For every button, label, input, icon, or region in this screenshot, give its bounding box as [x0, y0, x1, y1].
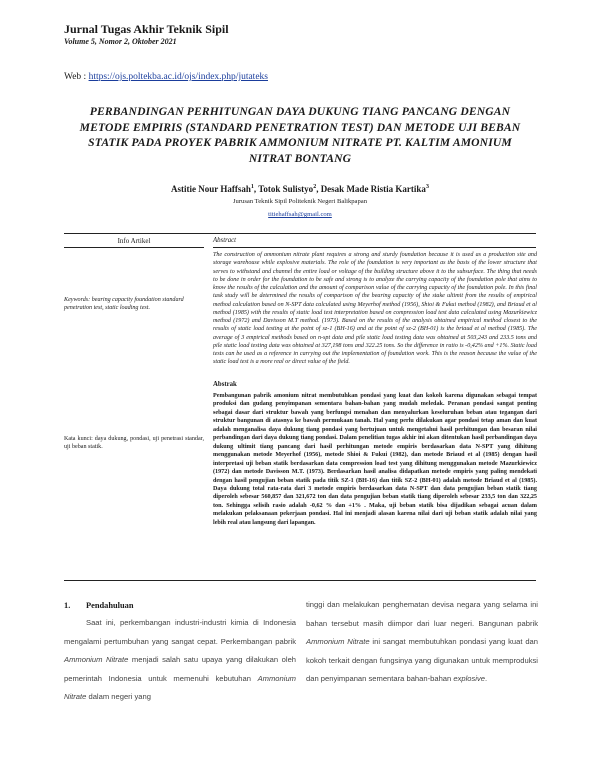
body-italic-term: Ammonium Nitrate [64, 655, 129, 665]
body-text: ini sangat membutuhkan pondasi yang kuat dan kokoh terkait dengan fungsinya yang digunakan untuk memproduksi dan penyimpanan sementara bahan-bahan [306, 637, 538, 684]
journal-web-line [64, 72, 268, 82]
abstrak-heading: Abstrak [213, 381, 237, 388]
paper-title: PERBANDINGAN PERHITUNGAN DAYA DUKUNG TIANG PANCANG DENGAN METODE EMPIRIS (STANDARD PENETRATION TEST) DAN METODE UJI BEBAN STATIK PADA PROYEK PABRIK AMMONIUM NITRATE PT. KALTIM AMONIUM NITRAT BONTANG [79, 105, 521, 165]
author-separator: , [253, 184, 259, 194]
rule-abstract-under [213, 247, 536, 248]
abstrak-indonesian: Pembangunan pabrik amonium nitrat membutuhkan pondasi yang kuat dan kokoh karena digunakan sebagai tempat produksi dan gudang penyimpanan sementara bahan-bahan yang mudah meledak. Peranan pondasi sangat penting sebagai dasar dari struktur bawah yang berfungsi menahan dan menyalurkan keseluruhan beban atau tegangan dari struktur bangunan di atasnya ke bawah permukaan tanah. Hal yang perlu dilakukan agar pondasi tetap aman dan kuat adalah menganalisa daya dukung tiang pondasi yang bertujuan untuk mengetahui hasil perhitungan dan besaran nilai perbandingan dari daya dukung tiang pondasi. Dalam penelitian tugas akhir ini akan ditentukan hasil perbandingan daya dukung ultimit tiang pancang dari hasil perhitungan metode empiris berdasarkan data N-SPT yang dihitung menggunakan metode Meyerhof (1956), metode Shioi & Fukui (1982), dan metode Briaud et al (1985) dengan hasil interpretasi uji beban statik berdasarkan data compression load test yang dihitung menggunakan metode Mazurkiewicz (1972) dan metode Davisson M.T. (1973). Berdasarkan hasil analisa didapatkan metode empiris yang paling mendekati dengan hasil pengujian beban statik pada titik SZ-1 (BH-16) dan titik SZ-2 (BH-01) adalah metode Briaud et al (1985). Daya dukung total rata-rata dari 3 metode empiris berdasarkan data N-SPT dan data pengujian beban statik tiang diperoleh sebesar 560,857 dan 321,672 ton dan data pengujian beban statik tiang diperoleh sebesar 233,5 ton dan 322,25 ton. Sehingga selisih rasio adalah -0,62 % dan +1% . Maka, uji beban statik bisa dijadikan sebagai acuan dalam melakukan pelaksanaan pekerjaan pondasi. Hal ini menjadi alasan karena nilai dari uji beban statik adalah nilai yang lebih real atau langsung dari lapangan. [213, 393, 537, 526]
body-column-left [64, 614, 296, 707]
journal-name: Jurnal Tugas Akhir Teknik Sipil [64, 22, 229, 36]
body-text: tinggi dan melakukan penghematan devisa negara yang selama ini bahan tersebut masih diimpor dari luar negeri. Bangunan pabrik [306, 600, 538, 628]
author-separator: , [316, 184, 321, 194]
abstract-english: The construction of ammonium nitrate plant requires a strong and sturdy foundation because it is used as a production site and storage warehouse while explosive materials. The role of the foundation is very important as the basis of the lower structure that serves to withstand and channel the entire load or voltage of the building structure above it to the subsurface. The thing that needs to be done in order for the foundation to be safe and strong is to analyze the carrying capacity of the foundation pole that aims to know the results of the calculation and the amount of comparison value of the carrying capacity of the foundation pole. In this final task study will be determined the results of comparison of the bearing capacity of the stake ultimit from the results of empirical method calculation based on N-SPT data calculated using Meyerhof method (1956), Shioi & Fukui method (1982), and Briaud et al method (1985) with the results of static load test interpretation based on compression load test data calculated using Mazurkiewicz method (1972) and Davisson M.T method. (1973). Based on the results of the analysis obtained empirical method closest to the results of static load testing at the point of sz-1 (BH-16) and at the point of sz-2 (BH-01) is the briaud et al method (1985). The average of 3 empirical methods based on n-spt data and pile static load testing data was obtained at 503,243 and 233.5 tons and pile static load testing data was obtained at 327,198 tons and 322.25 tons. So the difference in ratio is -0,42% and +1%. Static load tests can be used as a reference in carrying out the implementation of foundation work. This is the reason because the value of the static load test is a more real or direct value of the field. [213, 252, 537, 366]
body-text: dalam negeri yang [86, 692, 151, 702]
rule-top [64, 233, 536, 234]
section-number: 1. [64, 601, 71, 610]
author-3-affil: 3 [425, 184, 429, 190]
author-3: Desak Made Ristia Kartika [320, 184, 426, 194]
author-2-affil: 2 [313, 184, 317, 190]
section-title: Pendahuluan [86, 601, 134, 610]
body-italic-term: explosive [453, 674, 486, 684]
affiliation: Jurusan Teknik Sipil Politeknik Negeri Balikpapan [232, 198, 368, 205]
journal-url-link[interactable]: https://ojs.poltekba.ac.id/ojs/index.php/jutateks [88, 72, 268, 82]
email-link[interactable]: titiehaffsah@gmail.com [268, 211, 332, 218]
body-text: . [485, 674, 488, 684]
rule-info-under [64, 247, 204, 248]
article-info-heading: Info Artikel [117, 237, 151, 245]
body-text: Saat ini, perkembangan industri-industri kimia di Indonesia mengalami pertumbuhan yang sangat cepat. Perkembangan pabrik [64, 618, 296, 646]
author-2: Totok Sulistyo [258, 184, 314, 194]
body-column-right [306, 596, 538, 689]
body-italic-term: Ammonium Nitrate [306, 637, 370, 647]
keywords: Keywords: bearing capacity foundation standard penetration test, static loading test. [64, 297, 184, 311]
journal-volume: Volume 5, Nomor 2, Oktober 2021 [64, 37, 177, 46]
author-1: Astitie Nour Haffsah [171, 184, 251, 194]
author-list [60, 184, 540, 194]
kata-kunci: Kata kunci: daya dukung, pondasi, uji penetrasi standar, uji beban statik. [64, 436, 204, 450]
author-email [60, 211, 540, 218]
body-italic-term: Ammonium Nitrate [64, 673, 296, 702]
rule-bottom [64, 580, 536, 581]
web-label: Web : [64, 72, 89, 82]
abstract-heading: Abstract [213, 237, 237, 244]
body-text: menjadi salah satu upaya yang dilakukan oleh pemerintah Indonesia untuk memenuhi kebutuhan [64, 655, 297, 683]
author-1-affil: 1 [250, 184, 254, 190]
